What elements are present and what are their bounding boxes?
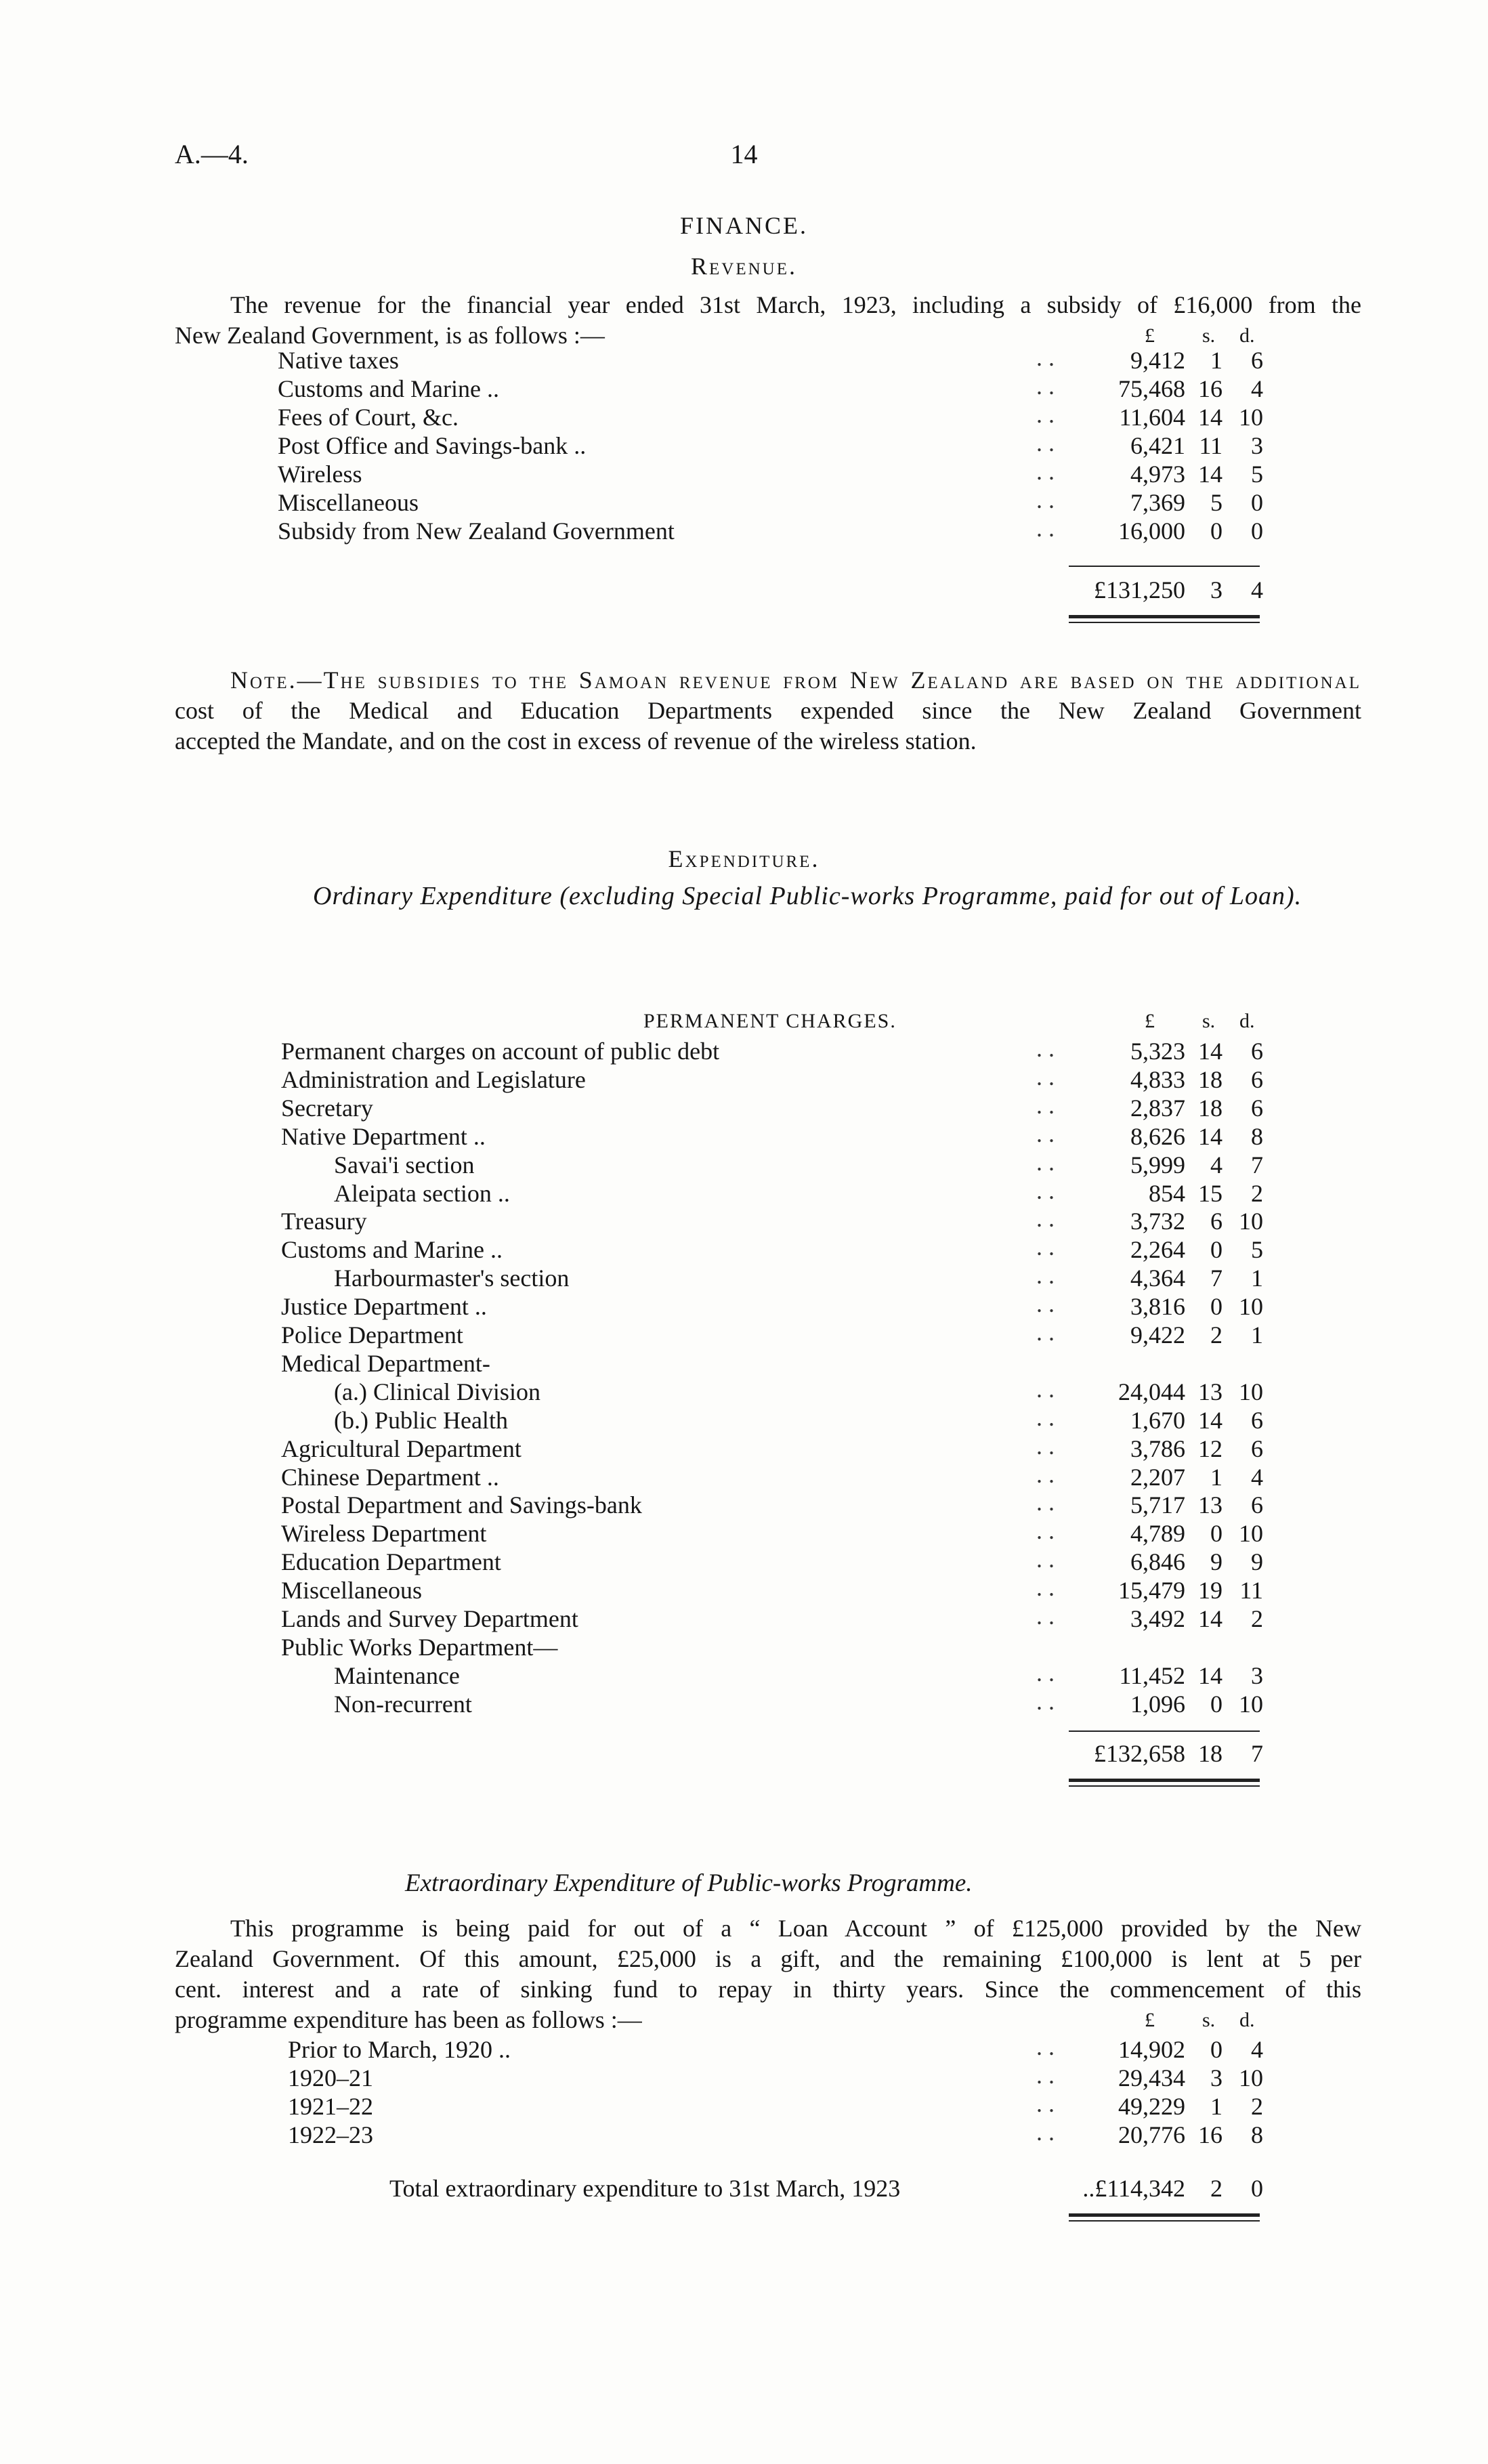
expenditure-col-pounds: £ [1145,1010,1155,1032]
expenditure-total-double-rule [1069,1779,1260,1782]
revenue-total-double-rule-2 [1069,622,1260,623]
revenue-row-label: Post Office and Savings-bank .. [278,432,587,459]
expenditure-row-pounds: 3,492 [1130,1605,1185,1632]
revenue-row [0,403,1488,431]
expenditure-row-label: Savai'i section [334,1151,475,1178]
extraordinary-row-pounds: 29,434 [1118,2064,1185,2091]
expenditure-subtitle: Ordinary Expenditure (excluding Special Public-works Programme, paid for out of Loan). [313,882,1302,910]
expenditure-row-pounds: 5,999 [1130,1151,1185,1178]
expenditure-row-pence: 4 [1251,1463,1263,1491]
revenue-row-pence: 0 [1251,517,1263,545]
dot-leader: . . [1036,2119,1055,2146]
expenditure-row-shillings: 0 [1210,1690,1223,1718]
dot-leader: . . [1036,1659,1055,1686]
revenue-row-label: Wireless [278,461,362,488]
dot-leader: . . [1036,1403,1055,1431]
expenditure-col-pence: d. [1239,1010,1255,1032]
revenue-row-label: Customs and Marine .. [278,375,499,402]
document-reference: A.—4. [175,139,249,169]
expenditure-row-label: (a.) Clinical Division [334,1378,540,1405]
extraordinary-row-label: Prior to March, 1920 .. [288,2036,511,2063]
expenditure-row-pounds: 4,833 [1130,1065,1185,1093]
expenditure-row-label: Aleipata section .. [334,1179,510,1207]
extraordinary-col-pounds: £ [1145,2009,1155,2031]
expenditure-row-label: Medical Department- [281,1349,490,1377]
expenditure-row-label: Agricultural Department [281,1435,522,1462]
dot-leader: . . [1036,1517,1055,1545]
expenditure-row-label: Public Works Department— [281,1633,558,1661]
expenditure-row-label: Chinese Department .. [281,1463,499,1491]
expenditure-row-label: Harbourmaster's section [334,1265,570,1292]
expenditure-row-label: Wireless Department [281,1520,487,1548]
expenditure-total-pounds: £132,658 [1094,1740,1185,1767]
expenditure-row [0,1661,1488,1690]
extraordinary-row [0,2092,1488,2121]
expenditure-row-pence: 10 [1239,1208,1263,1235]
expenditure-row-pounds: 5,717 [1130,1491,1185,1519]
extraordinary-intro-line-3: cent. interest and a rate of sinking fund to repay in thirty years. Since the commencement of this [175,1976,1361,2003]
expenditure-row-pounds: 15,479 [1118,1577,1185,1605]
expenditure-row [0,1602,1488,1633]
extraordinary-row-shillings: 16 [1198,2121,1223,2148]
revenue-row-pounds: 9,412 [1130,347,1185,374]
revenue-total-row [0,576,1488,604]
expenditure-row-pence: 10 [1239,1690,1263,1718]
expenditure-row-label: Postal Department and Savings-bank [281,1491,642,1519]
expenditure-row [0,1264,1488,1292]
expenditure-row-pounds: 3,786 [1130,1435,1185,1462]
expenditure-row-label: Police Department [281,1321,463,1348]
expenditure-row-label: Permanent charges on account of public debt [281,1038,720,1065]
dot-leader: . . [1036,344,1055,371]
dot-leader: . . [1036,1546,1055,1573]
expenditure-row-pence: 6 [1251,1094,1263,1122]
expenditure-row-label: Education Department [281,1548,501,1576]
expenditure-row-shillings: 14 [1198,1661,1223,1689]
extraordinary-row-pounds: 49,229 [1118,2093,1185,2120]
expenditure-row-shillings: 14 [1198,1406,1223,1434]
dot-leader: . . [1036,1091,1055,1119]
expenditure-row-pounds: 1,670 [1130,1406,1185,1434]
expenditure-row-pounds: 1,096 [1130,1690,1185,1718]
extraordinary-row-pounds: 14,902 [1118,2036,1185,2063]
expenditure-row-shillings: 0 [1210,1236,1223,1264]
revenue-row-pence: 10 [1239,404,1263,431]
extraordinary-row [0,2121,1488,2149]
expenditure-col-shillings: s. [1202,1010,1216,1032]
revenue-intro-line-1: The revenue for the financial year ended 31st March, 1923, including a subsidy of £16,000 from the [230,291,1361,318]
expenditure-row-shillings: 18 [1198,1094,1223,1122]
extraordinary-intro-line-4: programme expenditure has been as follows :— [175,2006,642,2033]
expenditure-row-pence: 6 [1251,1491,1263,1519]
dot-leader: . . [1036,1432,1055,1460]
expenditure-row-shillings: 1 [1210,1463,1223,1491]
expenditure-row-pounds: 24,044 [1118,1378,1185,1405]
revenue-row-pounds: 7,369 [1130,489,1185,516]
extraordinary-row-label: 1922–23 [288,2121,373,2148]
expenditure-row-pence: 2 [1251,1179,1263,1207]
extraordinary-row [0,2064,1488,2092]
expenditure-row-shillings: 13 [1198,1378,1223,1405]
dot-leader: . . [1036,429,1055,456]
revenue-row [0,517,1488,545]
expenditure-total-row [0,1739,1488,1768]
expenditure-row [0,1207,1488,1235]
dot-leader: . . [1036,1035,1055,1062]
expenditure-row-shillings: 7 [1210,1265,1223,1292]
expenditure-row-pence: 6 [1251,1065,1263,1093]
extraordinary-title: Extraordinary Expenditure of Public-works Programme. [405,1869,973,1897]
expenditure-row-shillings: 0 [1210,1520,1223,1548]
revenue-row-shillings: 5 [1210,489,1223,516]
expenditure-row [0,1548,1488,1576]
dot-leader: . . [1036,1602,1055,1630]
expenditure-row-shillings: 14 [1198,1038,1223,1065]
expenditure-row-pounds: 2,837 [1130,1094,1185,1122]
expenditure-row [0,1519,1488,1548]
revenue-row-shillings: 14 [1198,404,1223,431]
expenditure-row-pence: 6 [1251,1406,1263,1434]
extraordinary-intro-line-1: This programme is being paid for out of a “ Loan Account ” of £125,000 provided by the New [230,1915,1361,1942]
permanent-charges-title: PERMANENT CHARGES. [643,1010,897,1032]
expenditure-row-pounds: 6,846 [1130,1548,1185,1576]
revenue-row-shillings: 14 [1198,461,1223,488]
dot-leader: . . [1036,1233,1055,1261]
expenditure-row [0,1491,1488,1519]
revenue-intro-line-2: New Zealand Government, is as follows :— [175,322,605,349]
extraordinary-total-row [0,2174,1488,2203]
expenditure-row-pounds: 4,789 [1130,1520,1185,1548]
dot-leader: . . [1036,458,1055,485]
expenditure-row-shillings: 19 [1198,1577,1223,1605]
dot-leader: . . [1036,1262,1055,1290]
revenue-row [0,346,1488,375]
note-line-3: accepted the Mandate, and on the cost in excess of revenue of the wireless station. [175,727,977,755]
note-line-2: cost of the Medical and Education Departments expended since the New Zealand Government [175,697,1361,724]
expenditure-row-label: Native Department .. [281,1122,486,1150]
revenue-row-pounds: 16,000 [1118,517,1185,545]
expenditure-row [0,1091,1488,1122]
expenditure-row-pounds: 8,626 [1130,1122,1185,1150]
expenditure-row-pence: 5 [1251,1236,1263,1264]
revenue-row-pence: 5 [1251,461,1263,488]
expenditure-row-pounds: 9,422 [1130,1321,1185,1348]
expenditure-row [0,1375,1488,1406]
expenditure-row-label: Justice Department .. [281,1293,487,1321]
expenditure-row-shillings: 13 [1198,1491,1223,1519]
expenditure-row-label: Treasury [281,1208,367,1235]
expenditure-row-pounds: 854 [1149,1179,1185,1207]
extraordinary-total-double-rule-2 [1069,2220,1260,2222]
revenue-row-label: Fees of Court, &c. [278,404,459,431]
revenue-subtotal-rule [1069,566,1260,567]
extraordinary-row-label: 1920–21 [288,2064,373,2091]
revenue-row-shillings: 1 [1210,347,1223,374]
expenditure-row-label: Administration and Legislature [281,1065,586,1093]
expenditure-row-label: Lands and Survey Department [281,1605,578,1632]
expenditure-row-pence: 6 [1251,1435,1263,1462]
expenditure-total-shillings: 18 [1198,1740,1223,1767]
expenditure-total-pence: 7 [1251,1740,1263,1767]
revenue-col-shillings: s. [1202,324,1216,347]
expenditure-row-shillings: 12 [1198,1435,1223,1462]
expenditure-row-label: Customs and Marine .. [281,1236,503,1264]
revenue-row [0,431,1488,460]
expenditure-row [0,1065,1488,1094]
expenditure-row [0,1176,1488,1208]
extraordinary-row-pence: 4 [1251,2036,1263,2063]
expenditure-row [0,1037,1488,1065]
expenditure-row [0,1148,1488,1179]
expenditure-row [0,1235,1488,1264]
revenue-row-label: Native taxes [278,347,399,374]
page-number: 14 [730,139,758,169]
expenditure-row-pence: 2 [1251,1605,1263,1632]
dot-leader: . . [1036,1120,1055,1147]
revenue-row-pounds: 4,973 [1130,461,1185,488]
expenditure-row-label: Secretary [281,1094,373,1122]
revenue-row-shillings: 16 [1198,375,1223,402]
dot-leader: . . [1036,1063,1055,1090]
note-line-1 [230,665,1361,696]
extraordinary-row-shillings: 3 [1210,2064,1223,2091]
dot-leader: . . [1036,401,1055,428]
extraordinary-row [0,2035,1488,2064]
expenditure-title: Expenditure. [668,845,820,872]
extraordinary-total-shillings: 2 [1210,2175,1223,2202]
expenditure-row-pence: 3 [1251,1661,1263,1689]
dot-leader: . . [1036,1489,1055,1516]
revenue-row-pence: 4 [1251,375,1263,402]
revenue-row-shillings: 0 [1210,517,1223,545]
expenditure-row-pence: 10 [1239,1520,1263,1548]
extraordinary-intro-line-2: Zealand Government. Of this amount, £25,000 is a gift, and the remaining £100,000 is lent at 5 per [175,1945,1361,1972]
extraordinary-row-shillings: 1 [1210,2093,1223,2120]
revenue-row-label: Subsidy from New Zealand Government [278,517,675,545]
expenditure-row-pounds: 11,452 [1119,1661,1185,1689]
expenditure-row [0,1576,1488,1605]
expenditure-row-pence: 7 [1251,1151,1263,1178]
dot-leader: . . [1036,1319,1055,1346]
revenue-total-shillings: 3 [1210,576,1223,603]
expenditure-row-label: Miscellaneous [281,1577,422,1605]
extraordinary-total-double-rule [1069,2213,1260,2217]
expenditure-row [0,1687,1488,1718]
revenue-total-pence: 4 [1251,576,1263,603]
extraordinary-total-pence: 0 [1251,2175,1263,2202]
dot-leader: . . [1036,1148,1055,1176]
revenue-col-pounds: £ [1145,324,1155,347]
expenditure-row-shillings: 14 [1198,1605,1223,1632]
expenditure-row-pounds: 5,323 [1130,1038,1185,1065]
dot-leader: . . [1036,1205,1055,1233]
revenue-row-pence: 3 [1251,432,1263,459]
extraordinary-row-pence: 10 [1239,2064,1263,2091]
extraordinary-row-label: 1921–22 [288,2093,373,2120]
expenditure-row-pence: 1 [1251,1265,1263,1292]
revenue-row-shillings: 11 [1199,432,1223,459]
dot-leader: . . [1036,1290,1055,1318]
dot-leader: . . [1036,1375,1055,1403]
extraordinary-row-pence: 8 [1251,2121,1263,2148]
dot-leader: . . [1036,1687,1055,1715]
revenue-row [0,488,1488,517]
dot-leader: . . [1036,2062,1055,2089]
dot-leader: . . [1036,486,1055,513]
expenditure-row-pounds: 2,264 [1130,1236,1185,1264]
expenditure-row-pence: 9 [1251,1548,1263,1576]
expenditure-row-shillings: 14 [1198,1122,1223,1150]
revenue-total-double-rule [1069,615,1260,618]
expenditure-row [0,1122,1488,1151]
expenditure-row [0,1292,1488,1321]
expenditure-row-pence: 10 [1239,1293,1263,1321]
expenditure-row [0,1633,1488,1661]
expenditure-subtotal-rule [1069,1730,1260,1732]
expenditure-row-pence: 11 [1239,1577,1263,1605]
expenditure-row [0,1321,1488,1349]
expenditure-row-shillings: 0 [1210,1293,1223,1321]
expenditure-row-pence: 6 [1251,1038,1263,1065]
extraordinary-row-pence: 2 [1251,2093,1263,2120]
revenue-row-pence: 6 [1251,347,1263,374]
expenditure-row-shillings: 15 [1198,1179,1223,1207]
revenue-row-pounds: 11,604 [1119,404,1185,431]
expenditure-row-pounds: 3,732 [1130,1208,1185,1235]
dot-leader: . . [1036,2033,1055,2060]
revenue-row-pence: 0 [1251,489,1263,516]
expenditure-row [0,1403,1488,1435]
revenue-title: Revenue. [691,253,797,280]
expenditure-total-double-rule-2 [1069,1785,1260,1787]
expenditure-row-pounds: 3,816 [1130,1293,1185,1321]
extraordinary-total-pounds: ..£114,342 [1082,2175,1185,2202]
note-line-1-text: Note.—The subsidies to the Samoan revenue from New Zealand are based on the additional [230,666,1361,694]
extraordinary-row-pounds: 20,776 [1118,2121,1185,2148]
expenditure-row-label: Maintenance [334,1661,460,1689]
expenditure-row-shillings: 9 [1210,1548,1223,1576]
expenditure-row-label: Non-recurrent [334,1690,472,1718]
expenditure-row [0,1432,1488,1463]
dot-leader: . . [1036,1574,1055,1602]
expenditure-row [0,1349,1488,1378]
dot-leader: . . [1036,1460,1055,1488]
expenditure-row-label: (b.) Public Health [334,1406,508,1434]
expenditure-row-shillings: 6 [1210,1208,1223,1235]
expenditure-row-pence: 10 [1239,1378,1263,1405]
expenditure-row-pence: 8 [1251,1122,1263,1150]
revenue-row [0,460,1488,488]
expenditure-row [0,1460,1488,1491]
extraordinary-col-shillings: s. [1202,2009,1216,2031]
dot-leader: . . [1036,373,1055,400]
expenditure-row-shillings: 18 [1198,1065,1223,1093]
revenue-row-pounds: 6,421 [1130,432,1185,459]
revenue-total-pounds: £131,250 [1094,576,1185,603]
dot-leader: . . [1036,515,1055,542]
dot-leader: . . [1036,1176,1055,1204]
expenditure-row-shillings: 4 [1210,1151,1223,1178]
revenue-row-label: Miscellaneous [278,489,419,516]
expenditure-row-pence: 1 [1251,1321,1263,1348]
finance-title: FINANCE. [679,212,808,239]
extraordinary-col-pence: d. [1239,2009,1255,2031]
extraordinary-row-shillings: 0 [1210,2036,1223,2063]
expenditure-row-pounds: 4,364 [1130,1265,1185,1292]
revenue-row-pounds: 75,468 [1118,375,1185,402]
dot-leader: . . [1036,2090,1055,2117]
revenue-col-pence: d. [1239,324,1255,347]
revenue-row [0,375,1488,403]
extraordinary-total-label: Total extraordinary expenditure to 31st March, 1923 [389,2175,901,2202]
expenditure-row-shillings: 2 [1210,1321,1223,1348]
expenditure-row-pounds: 2,207 [1130,1463,1185,1491]
